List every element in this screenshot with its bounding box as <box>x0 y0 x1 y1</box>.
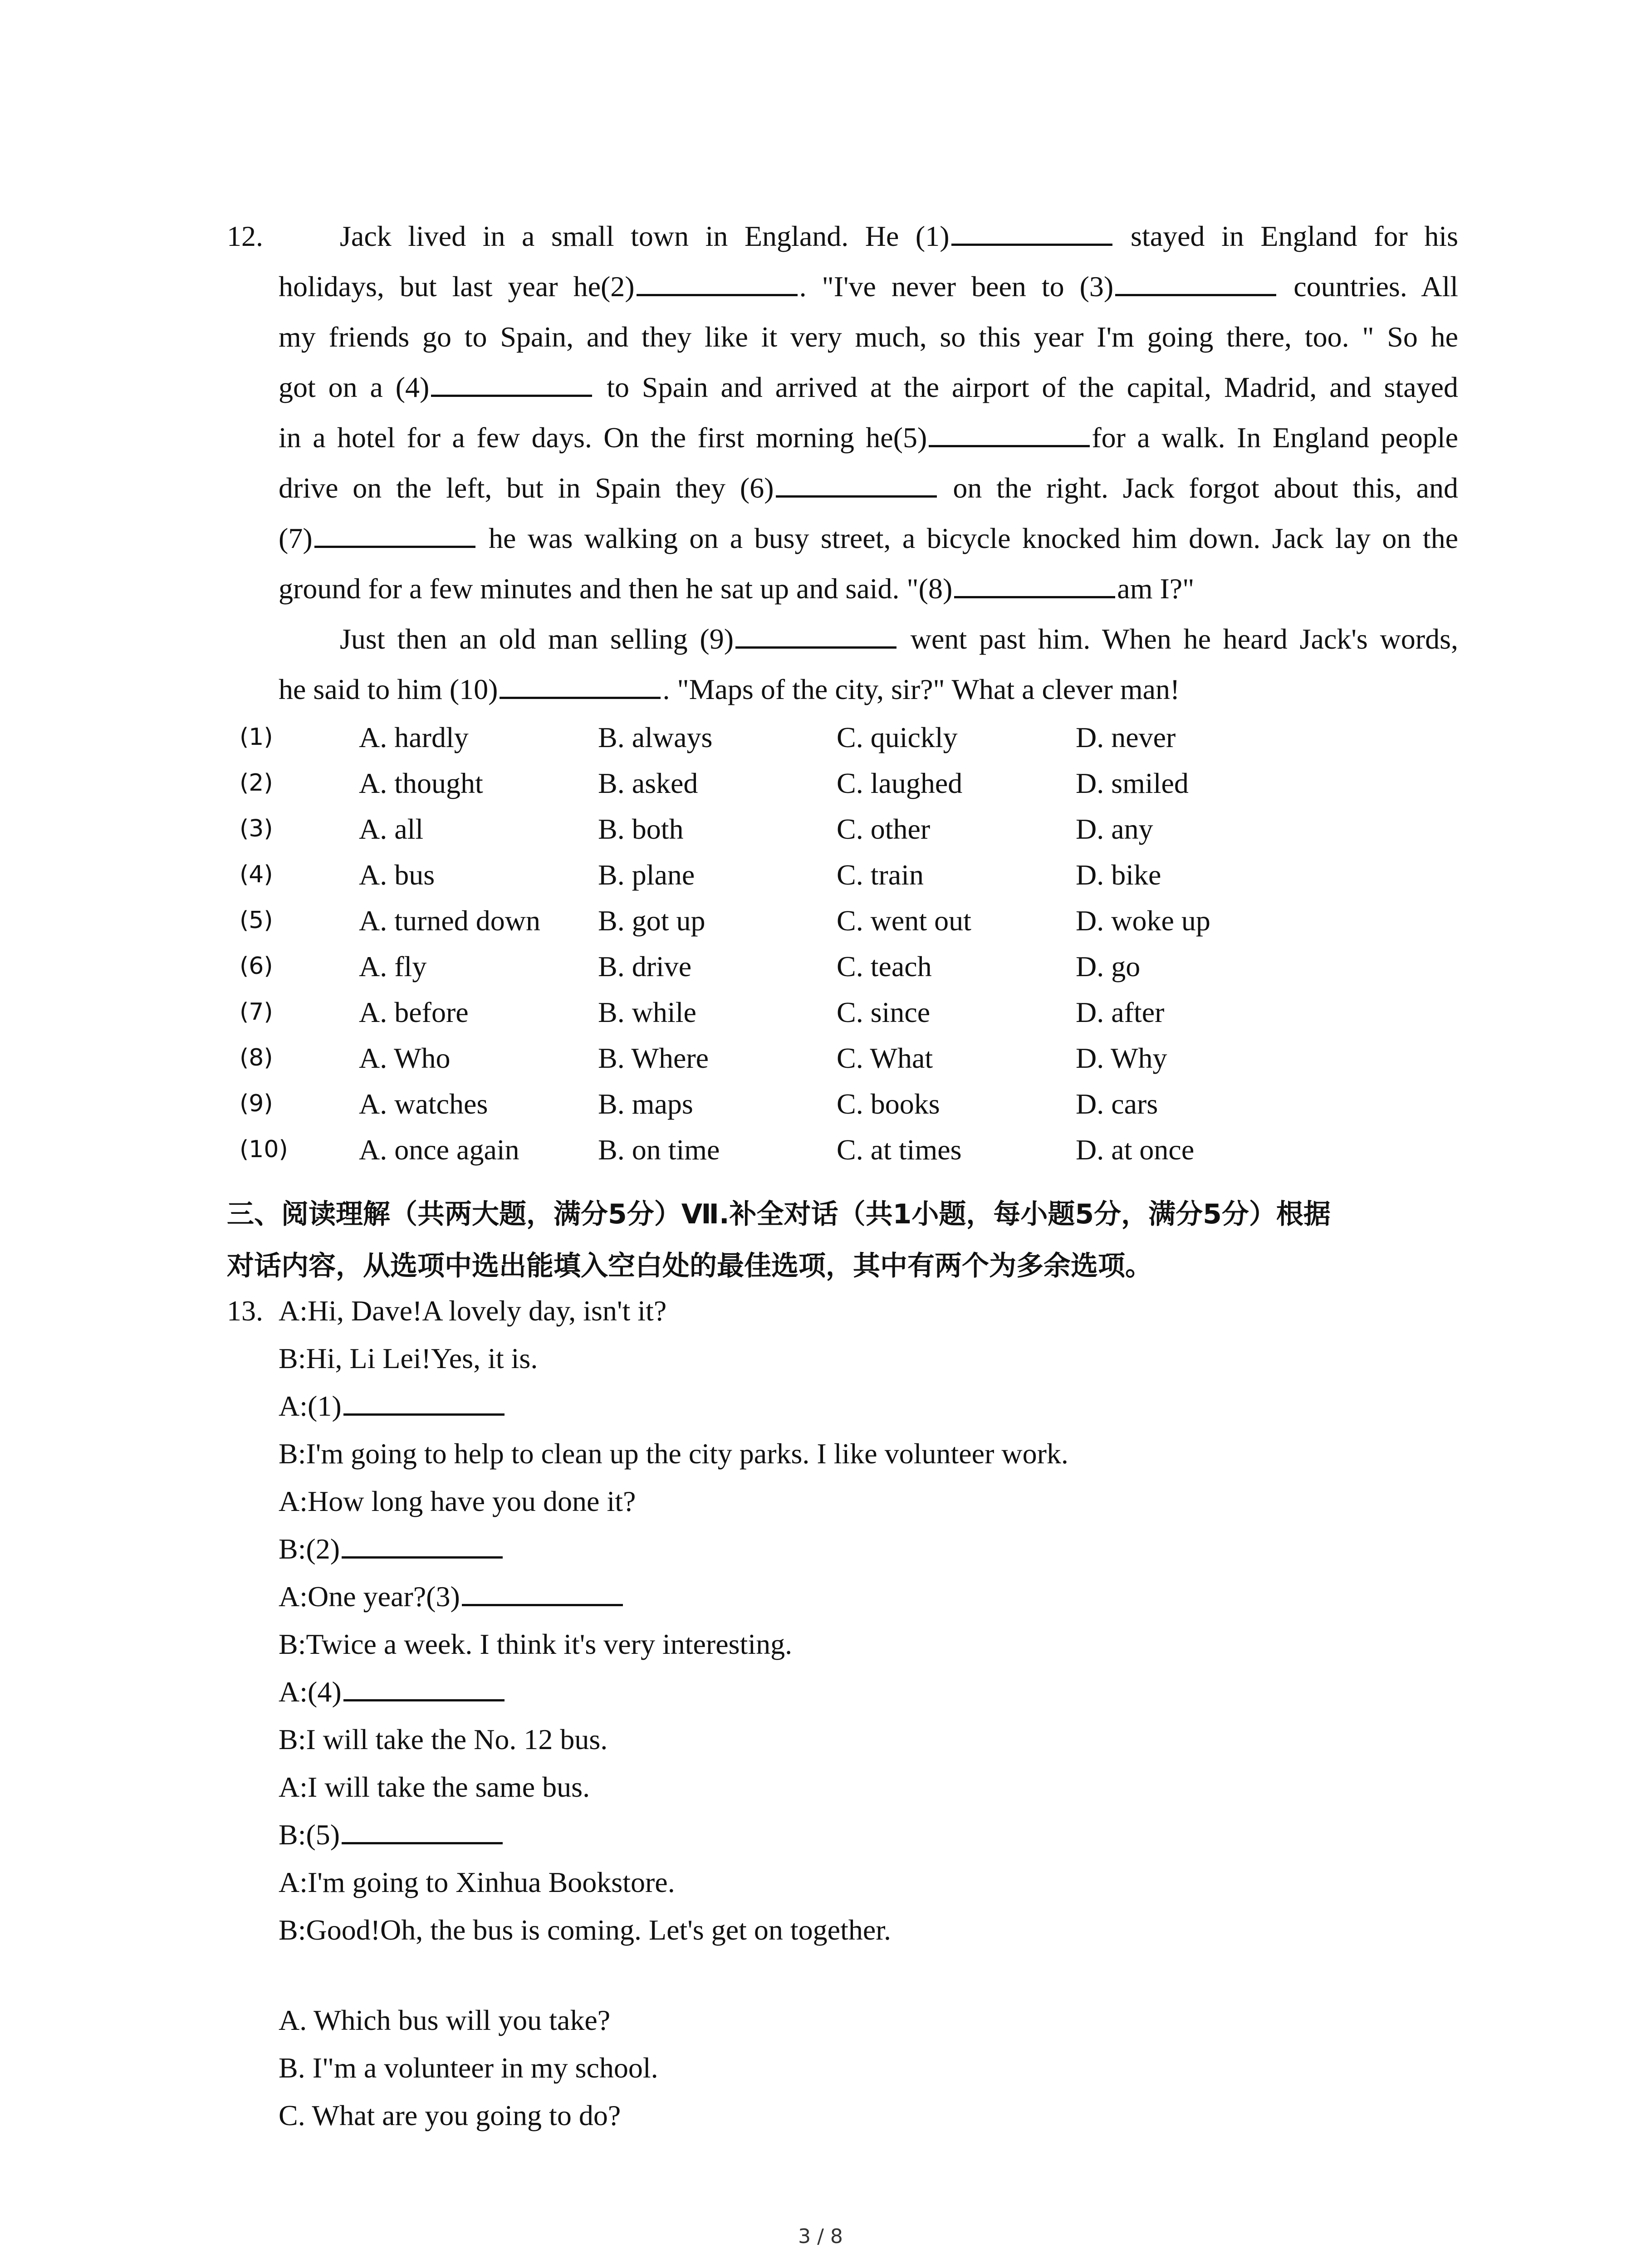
dialog-line: A:I'm going to Xinhua Bookstore. <box>279 1866 675 1898</box>
dialog-line: B:Good!Oh, the bus is coming. Let's get on together. <box>279 1914 892 1946</box>
answer-blank <box>776 468 937 498</box>
passage-line: holidays, but last year he(2) . "I've never been to (3) countries. All <box>279 261 1458 312</box>
answer-blank <box>637 267 798 296</box>
dialog-line: A:How long have you done it? <box>279 1485 636 1517</box>
answer-blank <box>951 216 1112 246</box>
dialog-line: B:(5) <box>279 1811 1068 1858</box>
passage-line: drive on the left, but in Spain they (6) on the right. Jack forgot about this, and <box>279 463 1458 513</box>
dialog-line: B:(2) <box>279 1525 1068 1573</box>
dialog-line: A:(1) <box>279 1382 1068 1430</box>
answer-blank <box>954 569 1115 598</box>
option-row: (5) A. turned down B. got up C. went out D. woke up <box>240 904 1210 937</box>
option-row: (1) A. hardly B. always C. quickly D. never <box>240 721 1176 753</box>
passage-line: Just then an old man selling (9) went past him. When he heard Jack's words, <box>279 614 1458 664</box>
option-row: (2) A. thought B. asked C. laughed D. smiled <box>240 767 1189 799</box>
dialog-line: A:One year?(3) <box>279 1573 1068 1620</box>
passage-line: in a hotel for a few days. On the first morning he(5) for a walk. In England people <box>279 412 1458 463</box>
answer-blank <box>314 518 475 548</box>
answer-blank <box>735 619 896 649</box>
option-row: (4) A. bus B. plane C. train D. bike <box>240 859 1161 891</box>
passage-line: (7) he was walking on a busy street, a bicycle knocked him down. Jack lay on the <box>279 513 1458 563</box>
answer-blank <box>929 418 1090 447</box>
answer-blank <box>500 670 661 699</box>
choice-option: B. I"m a volunteer in my school. <box>279 2052 658 2084</box>
cloze-passage <box>279 211 1458 714</box>
dialog-line: B:I will take the No. 12 bus. <box>279 1723 608 1755</box>
choice-option: A. Which bus will you take? <box>279 2004 611 2036</box>
answer-blank <box>1115 267 1276 296</box>
question-number: 12. <box>227 220 263 252</box>
passage-line: Jack lived in a small town in England. He (1) stayed in England for his <box>279 211 1458 261</box>
dialog-line: B:Twice a week. I think it's very interesting. <box>279 1628 793 1660</box>
dialog-line: B:I'm going to help to clean up the city parks. I like volunteer work. <box>279 1437 1068 1470</box>
spacer <box>279 1954 1068 1996</box>
answer-blank <box>462 1577 623 1606</box>
passage-line: got on a (4) to Spain and arrived at the airport of the capital, Madrid, and stayed <box>279 362 1458 412</box>
dialog-line: A:(4) <box>279 1668 1068 1716</box>
option-row: (6) A. fly B. drive C. teach D. go <box>240 950 1141 982</box>
passage-line: my friends go to Spain, and they like it very much, so this year I'm going there, too. " So he <box>279 321 1458 353</box>
dialog-block <box>279 1287 1068 2139</box>
page-number: 3 / 8 <box>798 2225 843 2248</box>
passage-line: he said to him (10) . "Maps of the city, sir?" What a clever man! <box>279 664 1458 714</box>
choice-option: C. What are you going to do? <box>279 2099 621 2131</box>
option-row: (3) A. all B. both C. other D. any <box>240 813 1153 845</box>
option-row: (9) A. watches B. maps C. books D. cars <box>240 1088 1158 1120</box>
options-list <box>240 714 1374 1173</box>
answer-blank <box>342 1529 503 1559</box>
dialog-line: A:I will take the same bus. <box>279 1771 590 1803</box>
option-row: (7) A. before B. while C. since D. after <box>240 996 1165 1028</box>
answer-blank <box>342 1815 503 1844</box>
dialog-line: A:Hi, Dave!A lovely day, isn't it? <box>279 1295 667 1327</box>
question-number: 13. <box>227 1295 263 1327</box>
answer-blank <box>343 1386 505 1416</box>
passage-line: ground for a few minutes and then he sat up and said. "(8) am I?" <box>279 563 1458 614</box>
option-row: (10) A. once again B. on time C. at times D. at once <box>240 1134 1195 1166</box>
answer-blank <box>343 1672 505 1701</box>
section-heading: 三、阅读理解（共两大题，满分5分）Ⅶ.补全对话（共1小题，每小题5分，满分5分）根据 对话内容，从选项中选出能填入空白处的最佳选项，其中有两个为多余选项。 <box>227 1198 1331 1282</box>
answer-blank <box>431 367 592 397</box>
option-row: (8) A. Who B. Where C. What D. Why <box>240 1042 1167 1074</box>
dialog-line: B:Hi, Li Lei!Yes, it is. <box>279 1342 538 1374</box>
